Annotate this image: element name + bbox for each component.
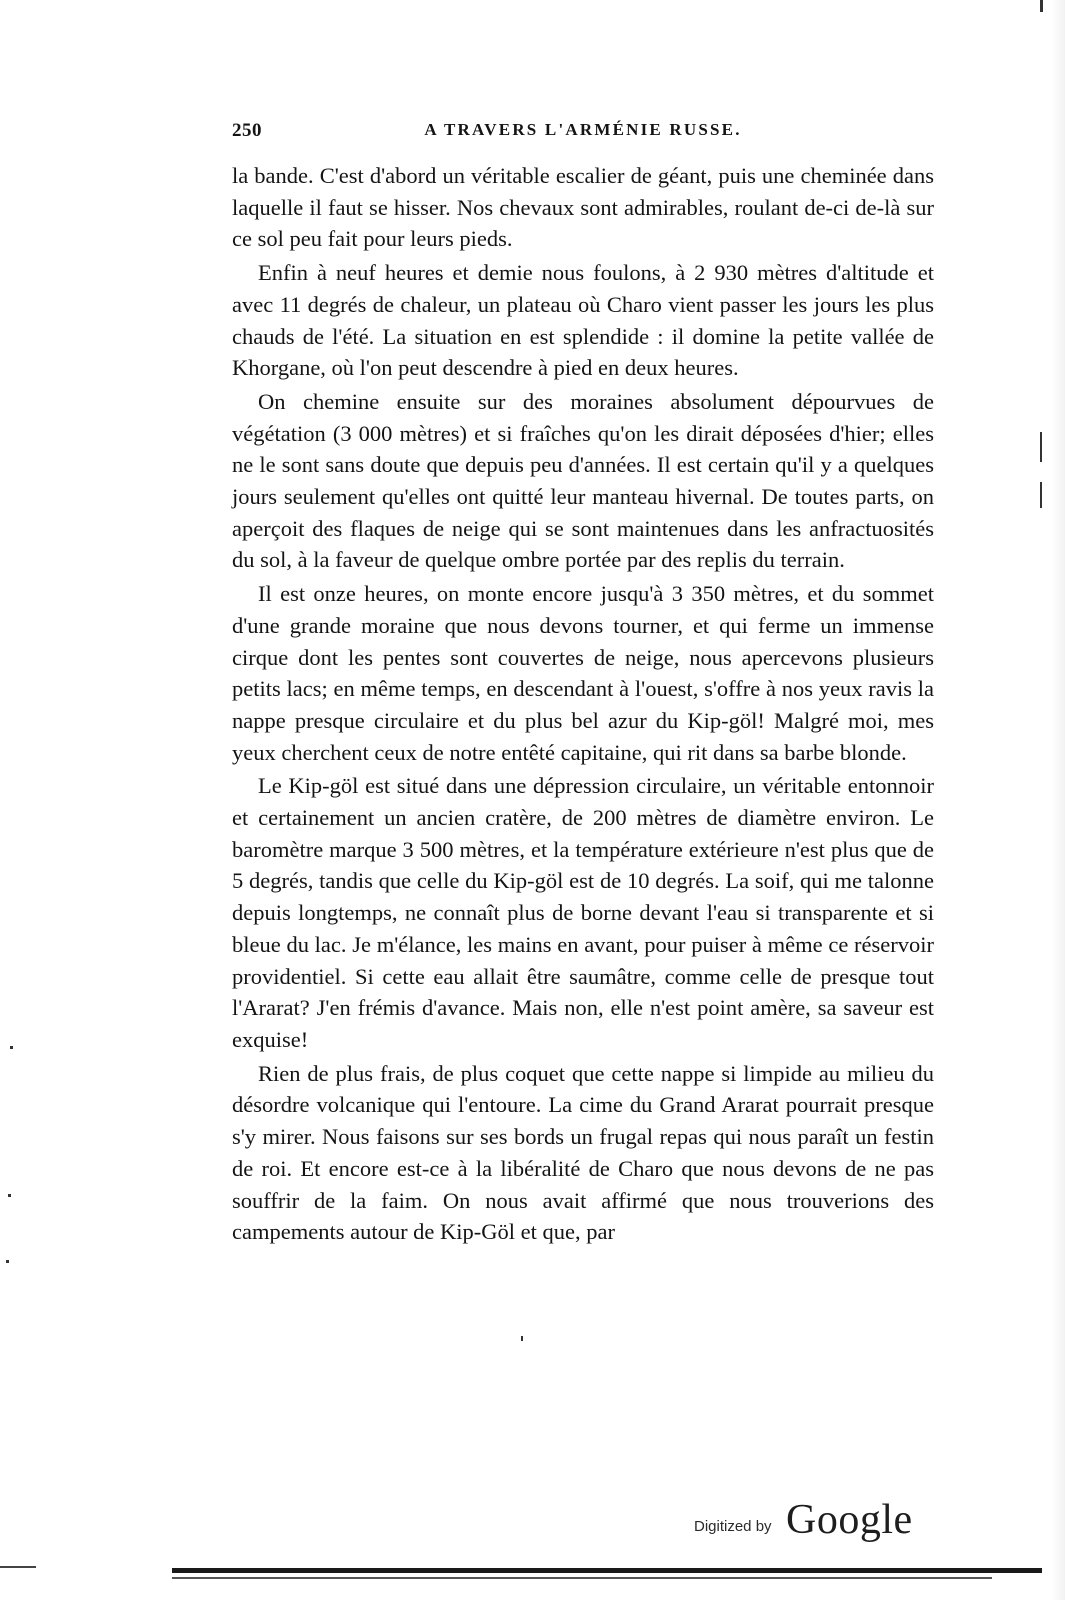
paragraph: On chemine ensuite sur des moraines absolument dépourvues de végétation (3 000 mètres) et si fraîches qu'on les dirait déposées d'hier; elles ne le sont sans doute que depuis peu d'années. Il est certain qu'il y a quelques jours seulement qu'elles ont quitté leur manteau hivernal. De toutes parts, on aperçoit des flaques de neige qui se sont maintenues dans les anfractuosités du sol, à la faveur de quelque ombre portée par des replis du terrain. xyxy=(232,388,934,573)
paragraph: Il est onze heures, on monte encore jusqu'à 3 350 mètres, et du sommet d'une grande moraine que nous devons tourner, et qui ferme un immense cirque dont les pentes sont couvertes de neige, nous apercevons plusieurs petits lacs; en même temps, en descendant à l'ouest, s'offre à nos yeux ravis la nappe presque circulaire et du plus bel azur du Kip-göl! Malgré moi, mes yeux cherchent ceux de notre entêté capitaine, qui rit dans sa barbe blonde. xyxy=(232,581,934,765)
page-header xyxy=(232,120,934,146)
scan-speck xyxy=(6,1260,9,1263)
paragraph: Enfin à neuf heures et demie nous foulons, à 2 930 mètres d'altitude et avec 11 degrés de chaleur, un plateau où Charo vient passer les jours les plus chauds de l'été. La situation en est splendide : il domine la petite vallée de Khorgane, où l'on peut descendre à pied en deux heures. xyxy=(232,260,934,381)
scan-speck xyxy=(1040,0,1043,12)
body-text xyxy=(232,160,934,1248)
page-edge-shadow xyxy=(1051,0,1065,1600)
paragraph: la bande. C'est d'abord un véritable escalier de géant, puis une cheminée dans laquelle il faut se hisser. Nos chevaux sont admirables, roulant de-ci de-là sur ce sol peu fait pour leurs pieds. xyxy=(232,163,934,252)
scan-bottom-rule xyxy=(172,1568,1042,1573)
paragraph: Le Kip-göl est situé dans une dépression circulaire, un véritable entonnoir et certainement un ancien cratère, de 200 mètres de diamètre environ. Le baromètre marque 3 500 mètres, et la température extérieure n'est plus que de 5 degrés, tandis que celle du Kip-göl est de 10 degrés. La soif, qui me talonne depuis longtemps, ne connaît plus de borne devant l'eau si transparente et si bleue du lac. Je m'élance, les mains en avant, pour puiser à même ce réservoir providentiel. Si cette eau allait être saumâtre, comme celle de presque tout l'Ararat? J'en frémis d'avance. Mais non, elle n'est point amère, sa saveur est exquise! xyxy=(232,773,934,1052)
scan-speck xyxy=(521,1336,523,1341)
running-title: A TRAVERS L'ARMÉNIE RUSSE. xyxy=(424,120,742,139)
scan-speck xyxy=(8,1194,11,1197)
digitized-label: Digitized by xyxy=(694,1518,772,1535)
google-logo: Google xyxy=(786,1497,913,1543)
scan-speck xyxy=(10,1046,13,1049)
scan-bottom-rule xyxy=(172,1577,992,1579)
page-number: 250 xyxy=(232,120,262,141)
digitization-watermark xyxy=(694,1497,954,1550)
paragraph: Rien de plus frais, de plus coquet que cette nappe si limpide au milieu du désordre volcanique qui l'entoure. La cime du Grand Ararat pourrait presque s'y mirer. Nous faisons sur ses bords un frugal repas qui nous paraît un festin de roi. Et encore est-ce à la libéralité de Charo que nous devons de ne pas souffrir de la faim. On nous avait affirmé que nous trouverions des campements autour de Kip-Göl et que, par xyxy=(232,1060,934,1245)
scan-speck xyxy=(1040,482,1042,508)
scan-speck xyxy=(1040,432,1042,462)
scan-margin-line xyxy=(0,1566,36,1568)
